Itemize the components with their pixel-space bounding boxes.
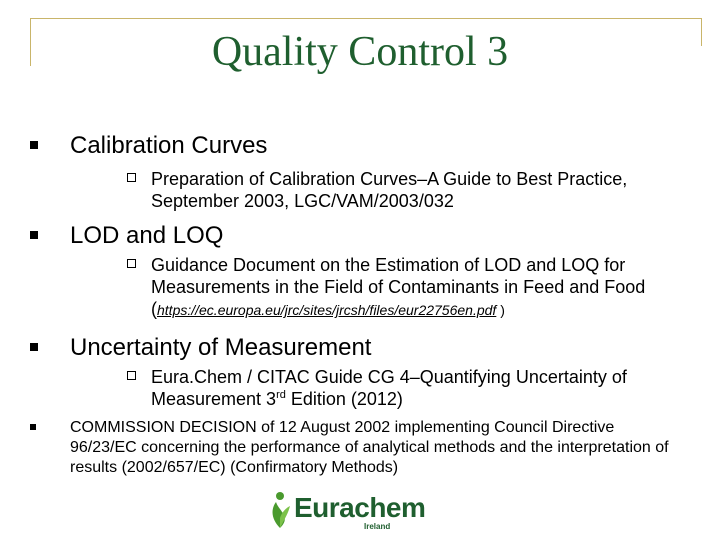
superscript-rd: rd xyxy=(276,389,286,401)
frame-top-line xyxy=(30,18,702,19)
bullet-heading: LOD and LOQ xyxy=(70,222,224,249)
subbullet-suffix: ) xyxy=(496,302,505,318)
eur-pdf-link[interactable]: https://ec.europa.eu/jrc/sites/jrcsh/files/eur22756en.pdf xyxy=(157,302,497,318)
bullet-uncertainty xyxy=(70,334,371,362)
eurachem-leaf-icon xyxy=(268,490,292,530)
slide-title: Quality Control 3 xyxy=(211,29,509,75)
hollow-square-bullet-icon xyxy=(127,371,136,380)
hollow-square-bullet-icon xyxy=(127,173,136,182)
eurachem-logo xyxy=(268,490,426,531)
logo-subtitle: Ireland xyxy=(364,522,391,531)
subbullet-text: Preparation of Calibration Curves–A Guide to Best Practice, September 2003, LGC/VAM/2003/032 xyxy=(151,169,628,211)
bullet-heading: COMMISSION DECISION of 12 August 2002 implementing Council Directive 96/23/EC concerning the performance of analytical methods and the interpretation of results (2002/657/EC) (Confirmatory Methods) xyxy=(70,419,669,476)
bullet-heading: Uncertainty of Measurement xyxy=(70,334,372,361)
subbullet-text: Guidance Document on the Estimation of LOD and LOQ for Measurements in the Field of Contaminants in Feed and Food ( xyxy=(151,255,646,319)
subbullet-eurachem-guide xyxy=(151,366,691,410)
bullet-commission-decision xyxy=(70,418,670,478)
bullet-calibration-curves xyxy=(70,132,267,160)
bullet-heading: Calibration Curves xyxy=(70,132,268,159)
square-bullet-icon xyxy=(30,231,38,239)
subbullet-calibration-guide xyxy=(151,168,691,212)
subbullet-text: Eura.Chem / CITAC Guide CG 4–Quantifying Uncertainty of Measurement 3 xyxy=(151,367,627,409)
square-bullet-icon xyxy=(30,424,36,430)
square-bullet-icon xyxy=(30,343,38,351)
square-bullet-icon xyxy=(30,141,38,149)
subbullet-suffix: Edition (2012) xyxy=(285,389,403,409)
bullet-lod-loq xyxy=(70,222,223,250)
subbullet-lod-loq-guidance xyxy=(151,254,691,321)
hollow-square-bullet-icon xyxy=(127,259,136,268)
logo-name: Eurachem xyxy=(294,492,426,523)
